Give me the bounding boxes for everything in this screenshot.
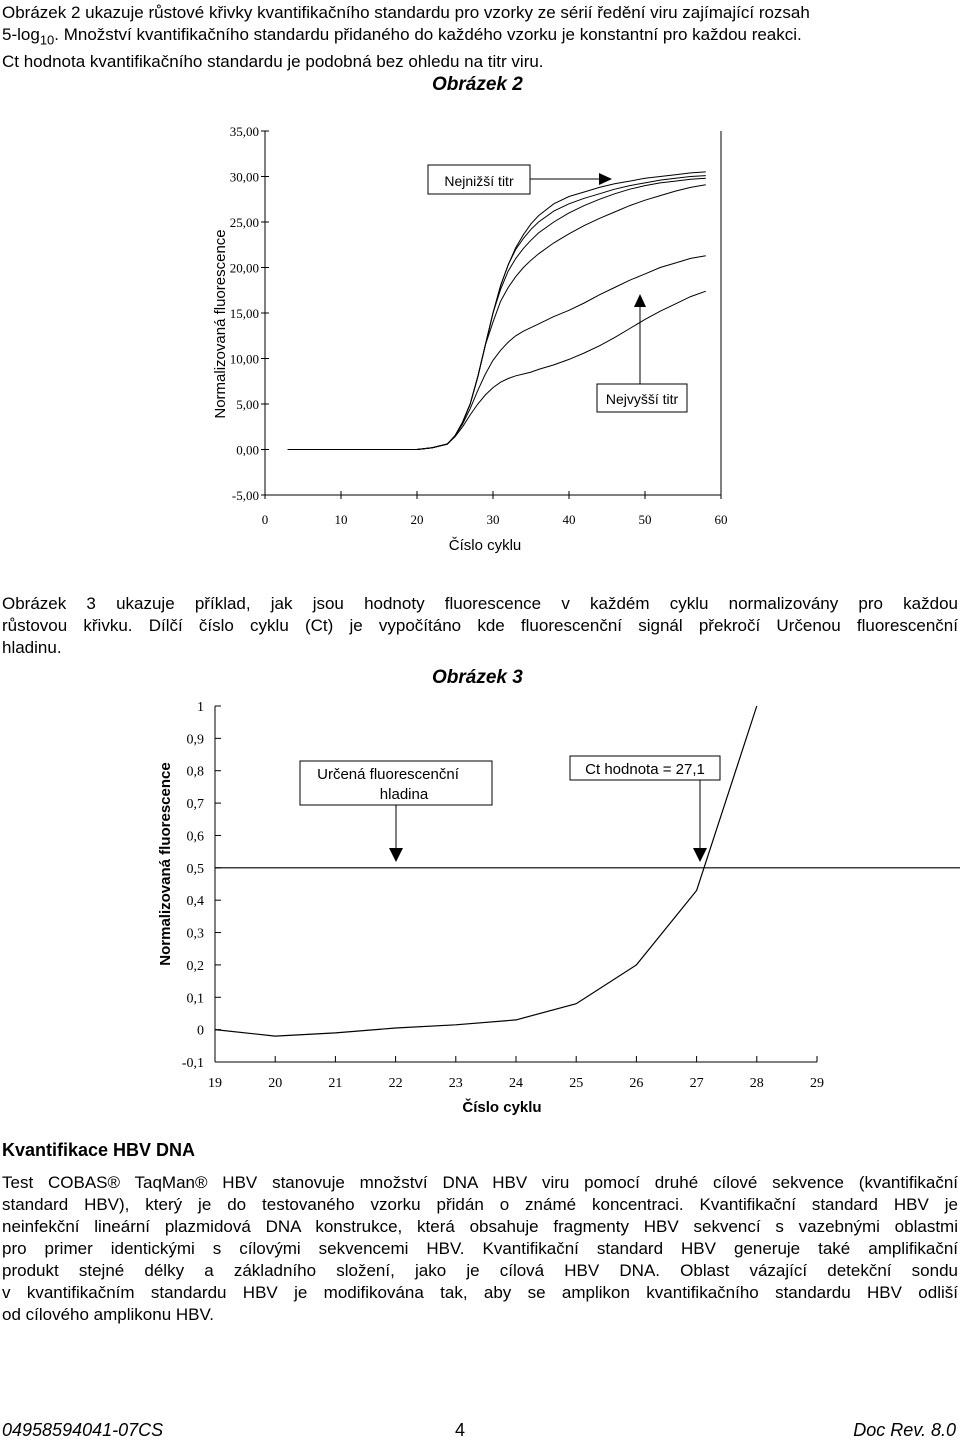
fig2-x-tick-label: 60 <box>714 512 728 527</box>
fig2-highest-titer-label: Nejvyšší titr <box>605 391 679 407</box>
fig2-series-line-5 <box>288 256 706 450</box>
figure2-chart <box>0 100 960 560</box>
fig3-y-tick-label: 0,9 <box>186 732 204 748</box>
fig2-xlabel: Číslo cyklu <box>448 537 522 554</box>
fig2-x-tick-label: 0 <box>261 512 269 527</box>
fig2-y-tick-label: 15,00 <box>229 306 259 321</box>
section-heading: Kvantifikace HBV DNA <box>2 1140 196 1160</box>
figure3-chart <box>0 690 960 1130</box>
fig3-x-tick-label: 21 <box>328 1076 343 1091</box>
fig2-y-tick-label: 35,00 <box>229 124 259 139</box>
fig2-highest-titer-arrowhead <box>634 294 646 307</box>
fig3-x-tick-label: 24 <box>509 1076 523 1091</box>
fig2-y-tick-label: 30,00 <box>229 169 259 185</box>
footer-page-number: 4 <box>455 1420 466 1440</box>
fig2-series-line-6 <box>288 291 706 449</box>
fig3-ct-arrowhead <box>693 848 707 862</box>
fig3-xlabel: Číslo cyklu <box>462 1099 542 1116</box>
para2-line-3: hladinu. <box>2 638 62 657</box>
fig3-x-tick-label: 28 <box>749 1076 764 1091</box>
intro-line-1: Obrázek 2 ukazuje růstové křivky kvantifikačního standardu pro vzorky ze sérií ředění viru zajímající rozsah <box>2 3 810 22</box>
fig3-x-tick-label: 23 <box>448 1076 463 1091</box>
fig3-ct-label: Ct hodnota = 27,1 <box>585 761 705 778</box>
fig3-threshold-label-1: Určená fluorescenční <box>317 766 459 783</box>
fig3-y-tick-label: 0,6 <box>186 829 204 845</box>
para2-line-2: růstovou křivku. Dílčí číslo cyklu (Ct) je vypočítáno kde fluorescenční signál překročí Určenou fluorescenční <box>2 616 958 635</box>
intro-paragraph <box>2 2 958 73</box>
fig3-y-tick-label: 0,8 <box>186 764 204 780</box>
fig2-x-tick-label: 50 <box>638 512 652 527</box>
fig2-y-tick-label: -5,00 <box>231 488 259 503</box>
fig2-x-tick-label: 30 <box>486 512 500 527</box>
fig3-y-tick-label: 1 <box>197 700 204 715</box>
fig3-y-tick-label: 0,4 <box>186 894 204 910</box>
section-line-7: od cílového amplikonu HBV. <box>2 1305 215 1324</box>
fig3-y-tick-label: -0,1 <box>181 1056 204 1071</box>
fig3-threshold-arrowhead <box>389 848 403 862</box>
fig3-x-tick-label: 29 <box>810 1076 824 1091</box>
fig3-x-tick-label: 19 <box>208 1076 222 1091</box>
intro-line-2-pre: 5-log <box>2 25 40 44</box>
section-line-2: standard HBV), který je do testovaného vzorku přidán o známé koncentraci. Kvantifikační standard HBV je <box>2 1195 958 1214</box>
intro-line-3: Ct hodnota kvantifikačního standardu je podobná bez ohledu na titr viru. <box>2 52 544 72</box>
fig3-x-tick-label: 27 <box>689 1076 704 1091</box>
section-line-5: produkt stejné délky a základního složení, jako je cílová HBV DNA. Oblast vázající detekční sondu <box>2 1261 958 1280</box>
fig2-y-tick-label: 0,00 <box>236 442 259 458</box>
intro-line-2 <box>2 24 958 51</box>
figure2-title: Obrázek 2 <box>432 74 523 95</box>
paragraph-2 <box>2 593 958 659</box>
fig2-x-tick-label: 10 <box>334 512 348 527</box>
fig2-y-tick-label: 10,00 <box>229 351 259 367</box>
fig3-y-tick-label: 0 <box>197 1023 204 1039</box>
fig2-y-tick-label: 25,00 <box>229 215 259 230</box>
section-body <box>2 1172 958 1326</box>
fig2-y-tick-label: 5,00 <box>236 397 259 412</box>
para2-line-1: Obrázek 3 ukazuje příklad, jak jsou hodnoty fluorescence v každém cyklu normalizovány pro každou <box>2 594 958 613</box>
fig3-x-tick-label: 20 <box>268 1076 283 1091</box>
fig2-x-tick-label: 20 <box>410 512 424 527</box>
section-line-6: v kvantifikačním standardu HBV je modifikována tak, aby se amplikon kvantifikačního standardu HBV odliší <box>2 1283 958 1302</box>
fig3-y-tick-label: 0,1 <box>186 991 204 1007</box>
figure3-title: Obrázek 3 <box>432 667 523 688</box>
fig2-y-tick-label: 20,00 <box>229 260 259 276</box>
intro-line-2-sub: 10 <box>39 32 55 48</box>
fig2-lowest-titer-arrowhead <box>599 173 612 185</box>
footer-doc-number: 04958594041-07CS <box>2 1420 164 1440</box>
fig3-y-tick-label: 0,2 <box>186 958 204 974</box>
fig3-x-tick-label: 26 <box>629 1076 644 1091</box>
section-line-1: Test COBAS® TaqMan® HBV stanovuje množství DNA HBV viru pomocí druhé cílové sekvence (kvantifikační <box>2 1173 958 1192</box>
fig3-ylabel: Normalizovaná fluorescence <box>157 762 174 966</box>
fig2-x-tick-label: 40 <box>562 512 576 527</box>
section-line-4: pro primer identickými s cílovými sekvencemi HBV. Kvantifikační standard HBV generuje také amplifikační <box>2 1239 958 1258</box>
fig2-ylabel: Normalizovaná fluorescence <box>212 229 229 419</box>
section-line-3: neinfekční lineární plazmidová DNA konstrukce, která obsahuje fragmenty HBV sekvencí s vazebnými oblastmi <box>2 1217 958 1236</box>
fig3-x-tick-label: 22 <box>388 1076 403 1091</box>
fig2-lowest-titer-label: Nejnižší titr <box>444 173 514 189</box>
fig3-y-tick-label: 0,7 <box>186 797 204 813</box>
fig3-y-tick-label: 0,5 <box>186 861 204 877</box>
fig3-threshold-label-2: hladina <box>379 786 429 803</box>
footer-revision: Doc Rev. 8.0 <box>853 1420 956 1440</box>
fig3-y-tick-label: 0,3 <box>186 926 204 942</box>
intro-line-2-post: . Množství kvantifikačního standardu přidaného do každého vzorku je konstantní pro každou reakci. <box>54 25 802 44</box>
fig3-x-tick-label: 25 <box>569 1076 584 1091</box>
